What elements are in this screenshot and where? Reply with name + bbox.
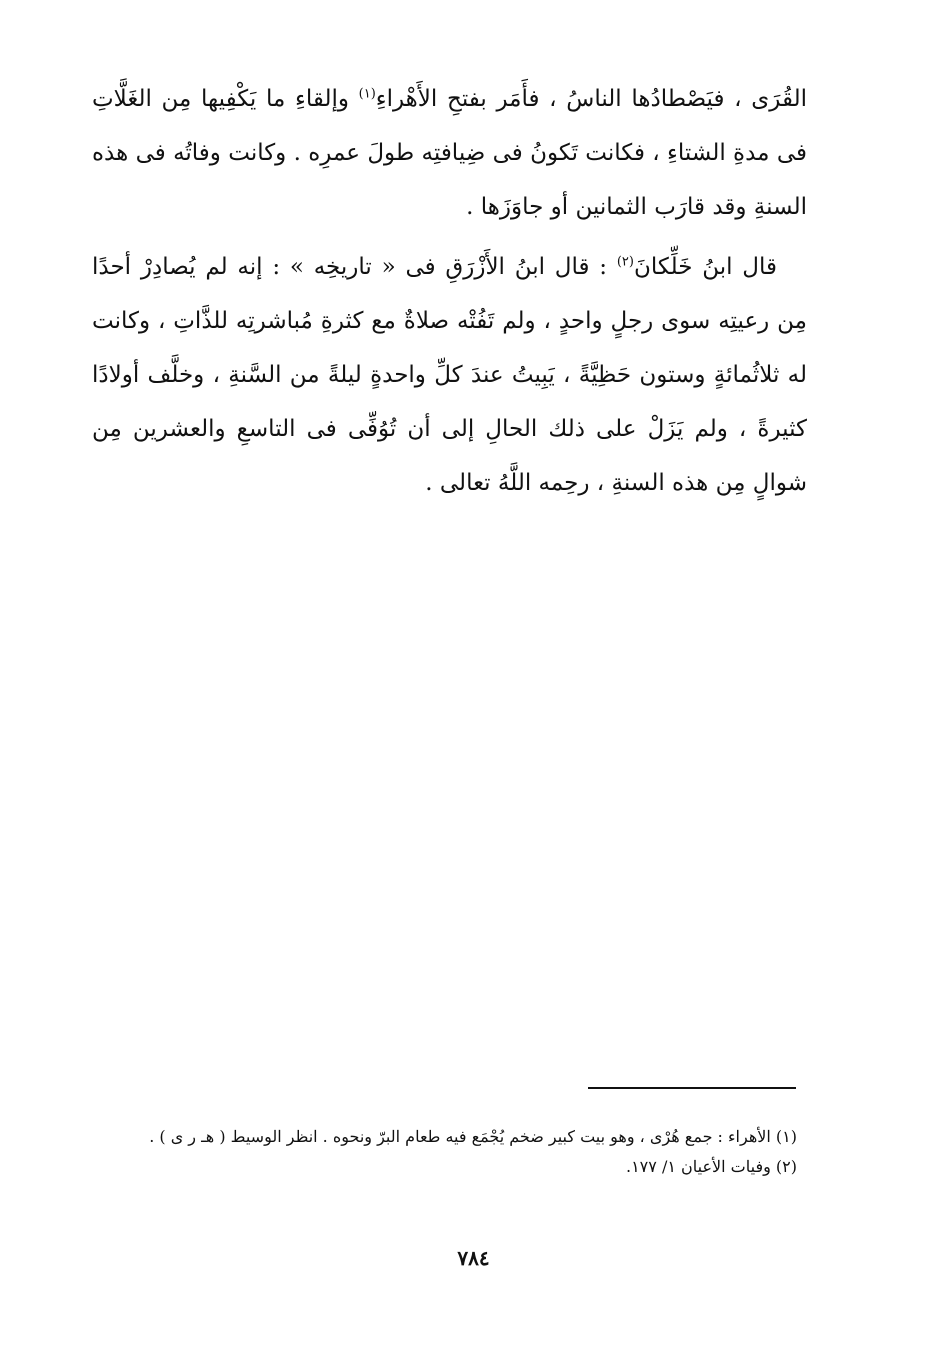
paragraph-1 [92,72,807,234]
paragraph-2 [92,240,807,510]
paragraph-2-text-a: قال ابنُ خَلِّكانَ [633,254,777,280]
footnote-2: (٢) وفيات الأعيان ١/ ١٧٧. [625,1157,797,1176]
page-number: ٧٨٤ [457,1246,490,1270]
main-text [92,72,807,510]
paragraph-1-text-a: القُرَى ، فيَصْطادُها الناسُ ، فأَمَر بفتحِ الأَهْراءِ [375,86,807,112]
footnote-ref-2: (٢) [616,254,634,270]
footnotes [92,1122,797,1182]
footnote-1: (١) الأهراء : جمع هُرْى ، وهو بيت كبير ضخم يُجْمَع فيه طعام البرّ ونحوه . انظر الوسيط ( هـ ر ى ) . [149,1127,797,1146]
paragraph-1-text-b: وإلقاءِ ما يَكْفِيها مِن الغَلَّاتِ فى مدةِ الشتاءِ ، فكانت تَكونُ فى ضِيافتِه طولَ عمرِه . وكانت وفاتُه فى هذه السنةِ وقد قارَب الثمانين أو جاوَزَها . [92,86,807,220]
footnote-ref-1: (١) [358,86,376,102]
paragraph-2-text-b: : قال ابنُ الأَزْرَقِ فى « تاريخِه » : إنه لم يُصادِرْ أحدًا مِن رعيتِه سوى رجلٍ واحدٍ ، ولم تَفُتْه صلاةٌ مع كثرةِ مُباشرتِه للذَّاتِ ، وكانت له ثلاثُمائةٍ وستون حَظِيَّةً ، يَبِيتُ عندَ كلِّ واحدةٍ ليلةً من السَّنةِ ، وخلَّف أولادًا كثيرةً ، ولم يَزَلْ على ذلك الحالِ إلى أن تُوُفِّى فى التاسعِ والعشرين مِن شوالٍ مِن هذه السنةِ ، رحِمه اللَّهُ تعالى . [92,254,807,496]
footnote-divider [588,1087,796,1089]
